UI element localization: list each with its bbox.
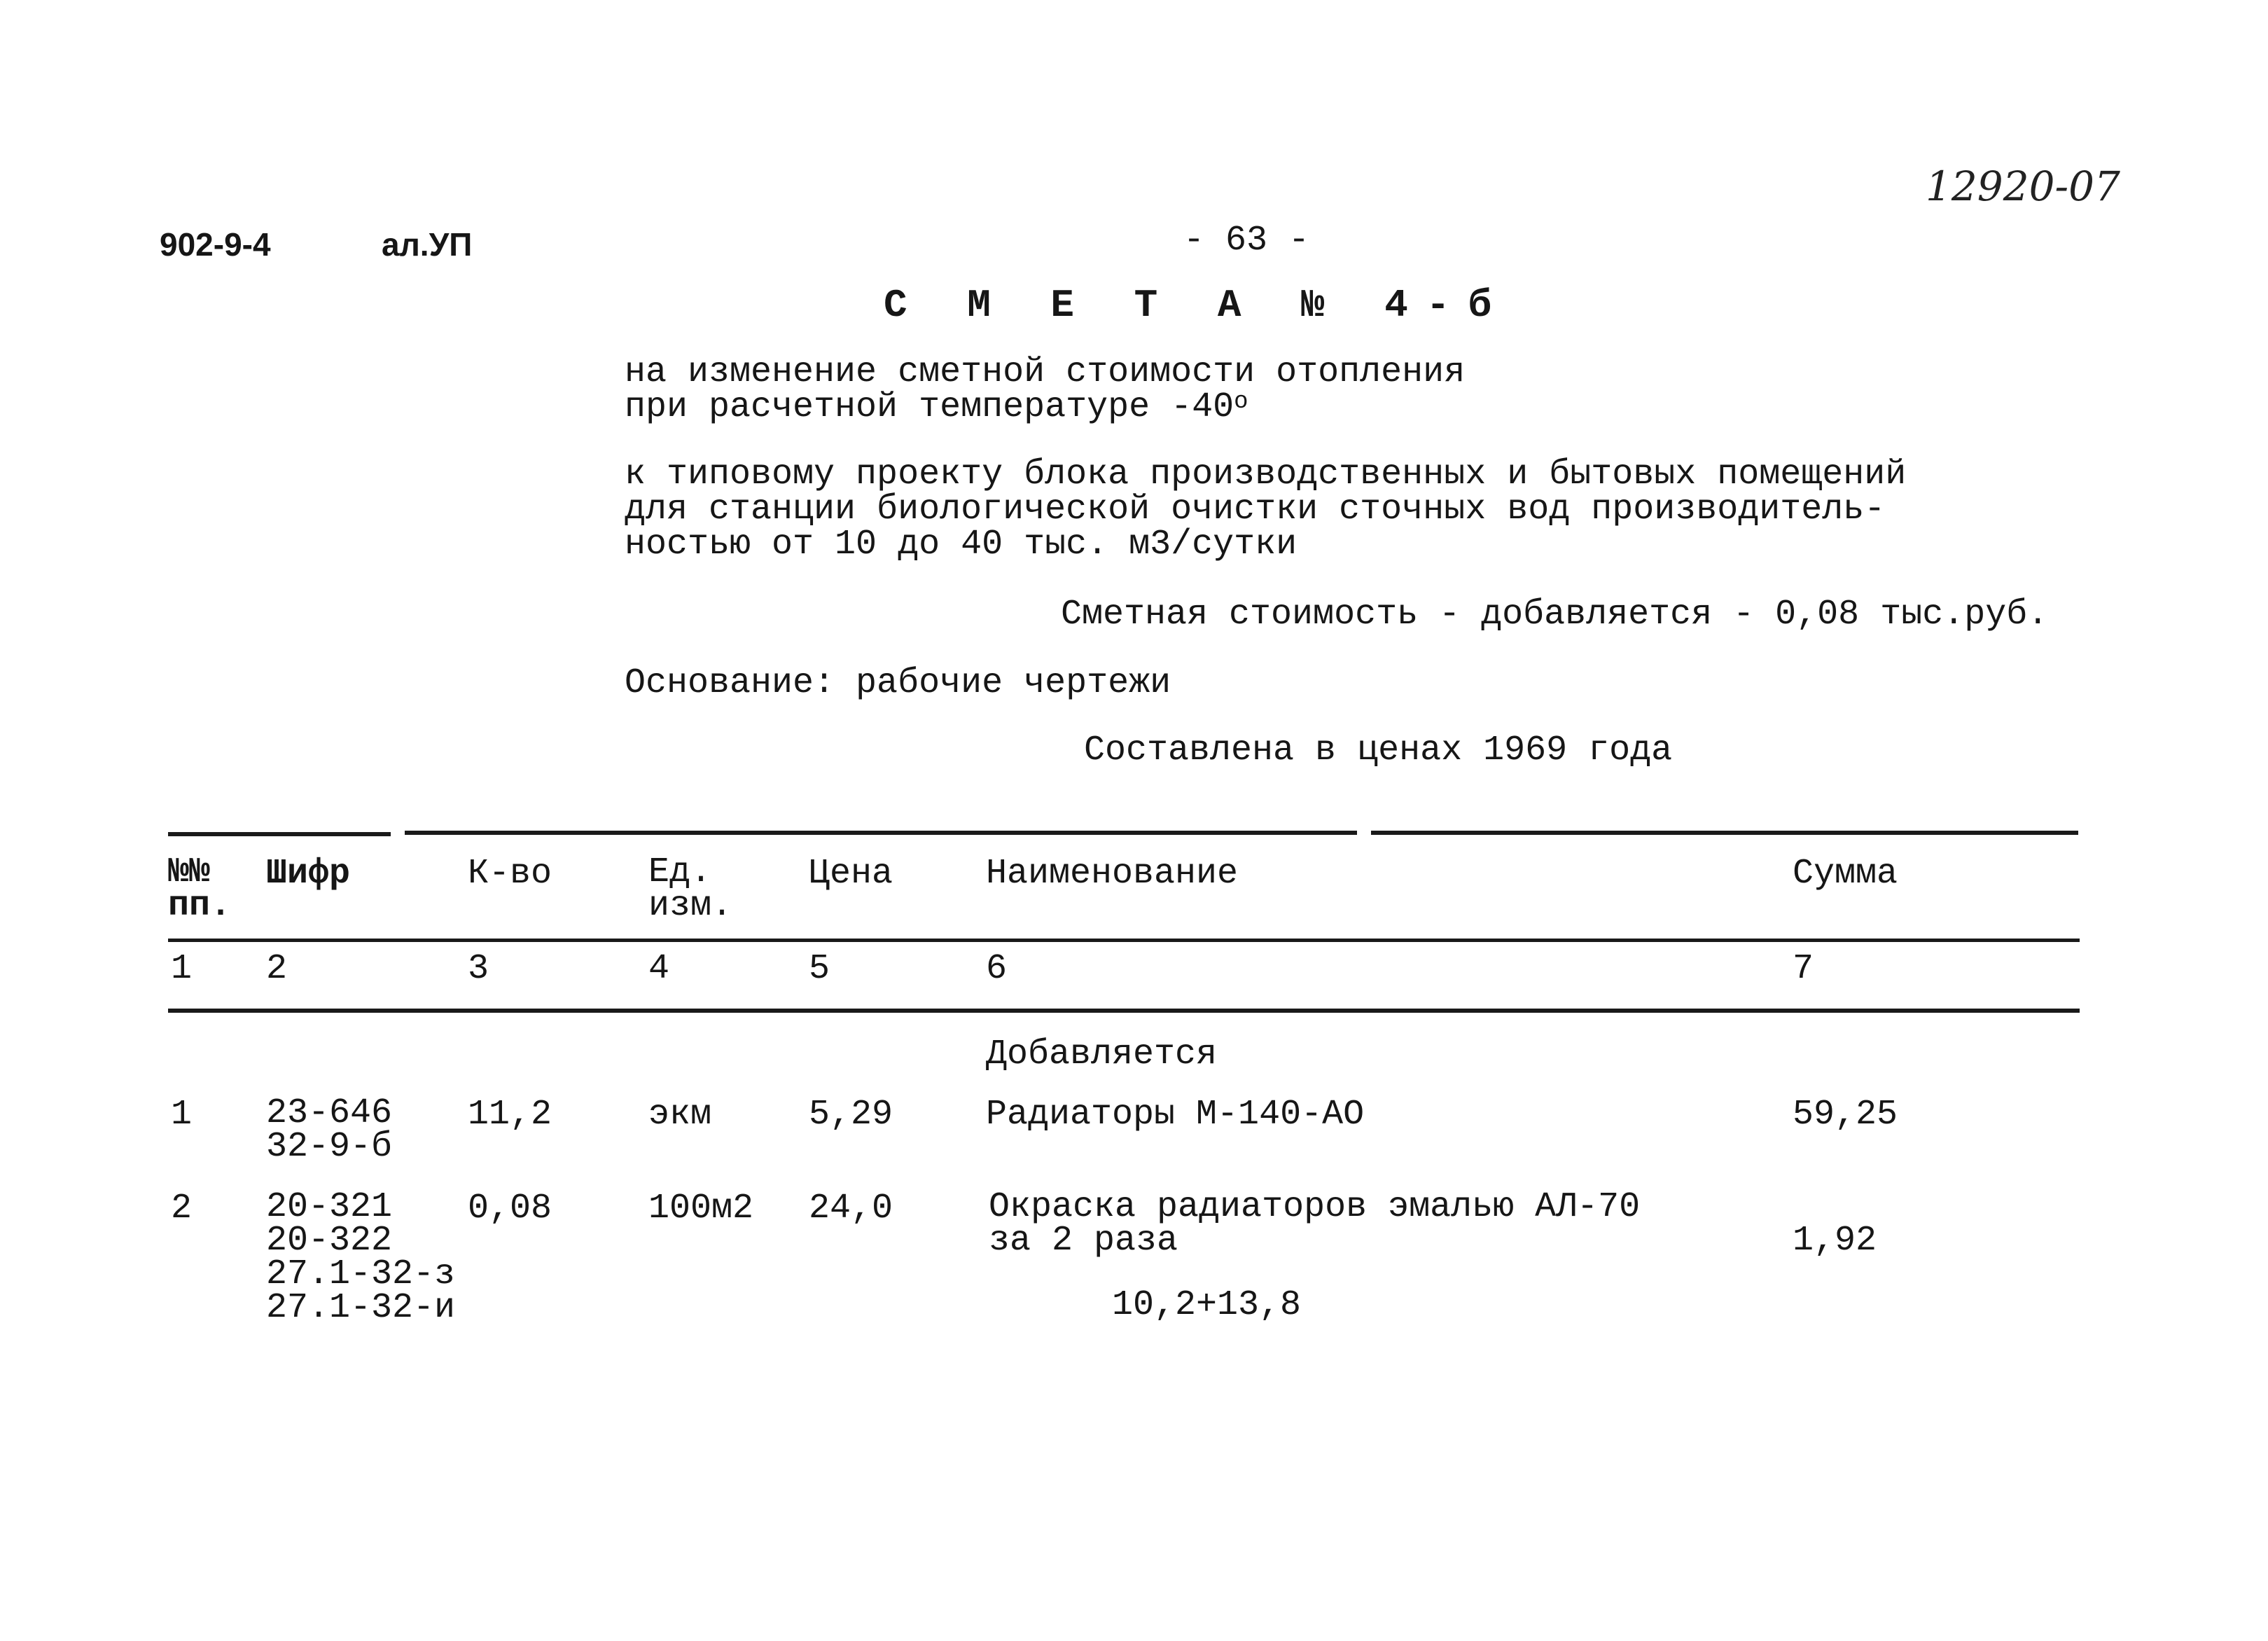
row-2-code-line-4: 27.1-32-и bbox=[266, 1288, 456, 1328]
row-1-sum: 59,25 bbox=[1793, 1095, 1898, 1135]
header-bottom-rule bbox=[168, 939, 2080, 942]
row-1-name: Радиаторы М-140-АО bbox=[986, 1095, 1365, 1135]
section-label: Добавляется bbox=[986, 1034, 1218, 1074]
column-numbers-bottom-rule bbox=[168, 1009, 2080, 1013]
col-number-6: 6 bbox=[986, 949, 1008, 989]
row-2-code-line-2: 20-322 bbox=[266, 1221, 393, 1261]
row-1-code-line-2: 32-9-б bbox=[266, 1127, 393, 1167]
header-price: Цена bbox=[809, 854, 893, 894]
header-unit-line-1: Ед. bbox=[648, 852, 712, 892]
row-1-num: 1 bbox=[171, 1095, 193, 1135]
row-1-price: 5,29 bbox=[809, 1095, 893, 1135]
row-2-name-line-2: за 2 раза bbox=[989, 1221, 1178, 1261]
subtitle-line-2-text: при расчетной температуре -40 bbox=[625, 387, 1234, 427]
page-number: - 63 - bbox=[1183, 221, 1310, 261]
cost-line: Сметная стоимость - добавляется - 0,08 тыс.руб. bbox=[1061, 595, 2049, 635]
header-num-line-2: пп. bbox=[168, 886, 232, 926]
col-number-4: 4 bbox=[648, 949, 670, 989]
subtitle-line-2 bbox=[625, 389, 1248, 426]
row-2-code-line-3: 27.1-32-з bbox=[266, 1254, 456, 1294]
header-unit-line-2: изм. bbox=[648, 886, 733, 926]
degree-mark: о bbox=[1234, 389, 1248, 415]
header-num-line-1: №№ bbox=[168, 852, 211, 892]
project-line-3: ностью от 10 до 40 тыс. м3/сутки bbox=[625, 525, 1298, 565]
header-sum: Сумма bbox=[1793, 854, 1898, 894]
header-unit bbox=[648, 852, 733, 926]
archive-number: 12920-07 bbox=[1926, 162, 2120, 210]
prices-line: Составлена в ценах 1969 года bbox=[1084, 731, 1673, 770]
col-number-2: 2 bbox=[266, 949, 288, 989]
row-2-qty: 0,08 bbox=[468, 1189, 552, 1228]
project-line-1: к типовому проекту блока производственных и бытовых помещений bbox=[625, 455, 1907, 494]
header-num bbox=[168, 852, 232, 926]
album-code: ал.УП bbox=[382, 226, 473, 263]
col-number-1: 1 bbox=[171, 949, 193, 989]
row-2-sum: 1,92 bbox=[1793, 1221, 1877, 1261]
table-top-rule-1 bbox=[168, 832, 391, 836]
row-2-code-line-1: 20-321 bbox=[266, 1187, 393, 1227]
row-2-name bbox=[989, 1187, 1641, 1261]
row-2-name-line-1: Окраска радиаторов эмалью АЛ-70 bbox=[989, 1187, 1641, 1227]
table-top-rule-2 bbox=[405, 831, 1357, 835]
row-1-code bbox=[266, 1093, 393, 1167]
table-top-rule-3 bbox=[1371, 831, 2078, 835]
header-code: Шифр bbox=[266, 854, 351, 894]
document-code: 902-9-4 bbox=[160, 226, 271, 263]
row-1-unit: экм bbox=[648, 1095, 712, 1135]
row-1-code-line-1: 23-646 bbox=[266, 1093, 393, 1133]
row-2-calc-note: 10,2+13,8 bbox=[1112, 1285, 1302, 1325]
header-qty: К-во bbox=[468, 854, 552, 894]
header-name: Наименование bbox=[986, 854, 1239, 894]
basis-line: Основание: рабочие чертежи bbox=[625, 663, 1171, 703]
col-number-5: 5 bbox=[809, 949, 830, 989]
row-2-unit: 100м2 bbox=[648, 1189, 754, 1228]
row-2-num: 2 bbox=[171, 1189, 193, 1228]
col-number-7: 7 bbox=[1793, 949, 1814, 989]
row-2-price: 24,0 bbox=[809, 1189, 893, 1228]
row-2-code bbox=[266, 1187, 456, 1328]
row-1-qty: 11,2 bbox=[468, 1095, 552, 1135]
col-number-3: 3 bbox=[468, 949, 489, 989]
subtitle-line-1: на изменение сметной стоимости отопления bbox=[625, 352, 1466, 392]
project-line-2: для станции биологической очистки сточных вод производитель- bbox=[625, 490, 1886, 529]
document-title: С М Е Т А № 4-б bbox=[884, 283, 1510, 328]
